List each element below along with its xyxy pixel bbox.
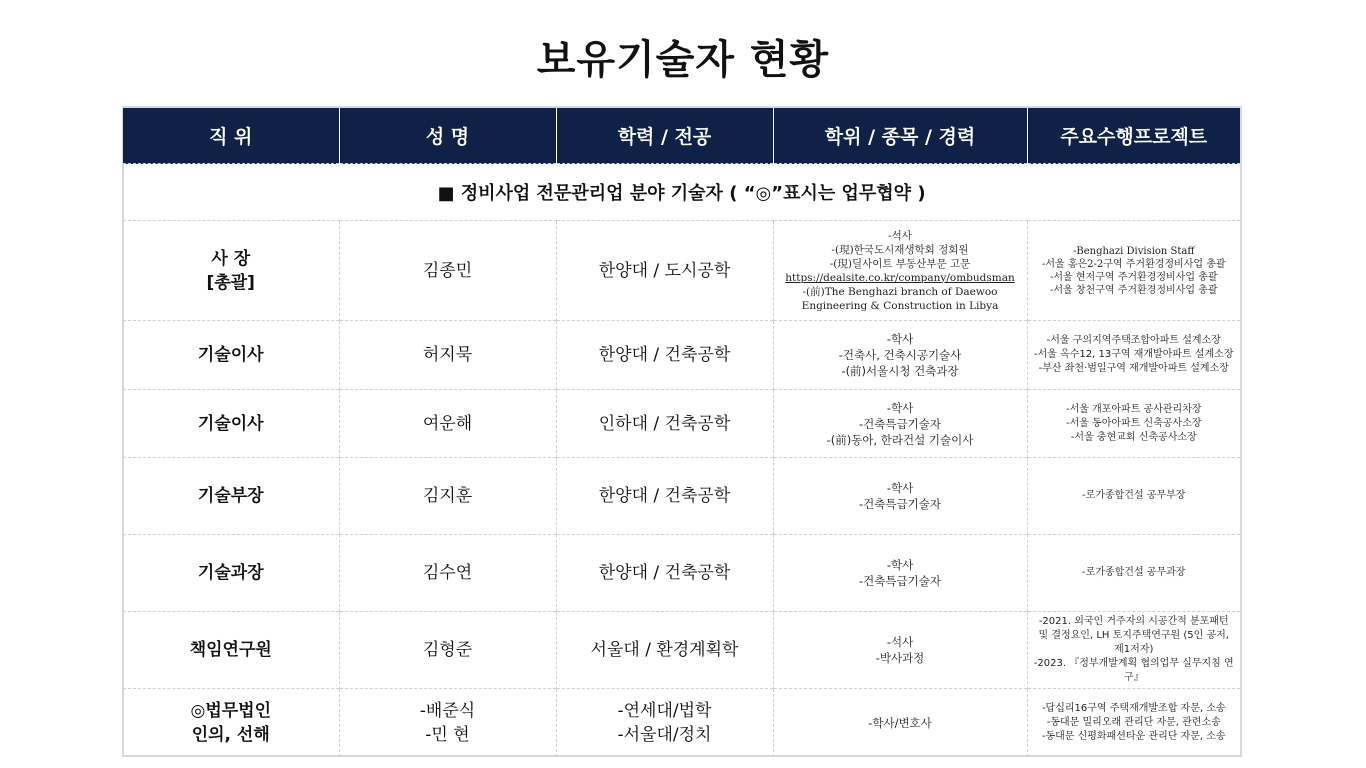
degree-cell [773,458,1027,535]
education-line: 한양대 / 건축공학 [598,345,731,365]
project-line: -서울 현저구역 주거환경정비사업 총괄 [1050,271,1218,283]
education-cell [556,321,773,390]
page-title: 보유기술자 현황 [536,37,830,83]
education-line: -서울대/정치 [617,724,712,745]
header-projects: 주요수행프로젝트 [1027,108,1240,164]
name-line: 여운해 [422,413,473,434]
education-cell [556,689,773,757]
degree-line: -학사 [886,558,914,572]
position-cell [123,535,339,612]
position-line: 책임연구원 [189,640,272,660]
degree-cell [773,221,1027,321]
degree-line: Engineering & Construction in Libya [801,299,999,312]
project-line: -서울 동아아파트 신축공사소장 [1065,417,1202,429]
projects-cell [1027,612,1240,689]
section-row [123,164,1240,221]
header-position: 직 위 [123,108,339,164]
position-cell [123,321,339,390]
degree-line: -박사과정 [875,651,925,665]
table-row [123,321,1240,390]
project-line: -로가종합건설 공무과장 [1082,567,1186,578]
education-line: 서울대 / 환경계획학 [590,640,739,660]
projects-cell [1027,689,1240,757]
education-line: 인하대 / 건축공학 [598,413,731,434]
education-line: -연세대/법학 [617,700,712,721]
project-line: -서울 충현교회 신축공사소장 [1070,431,1197,443]
project-line: -서울 옥수12, 13구역 재개발아파트 설계소장 [1033,349,1234,360]
position-line: 기술이사 [197,345,264,365]
projects-cell [1027,221,1240,321]
project-line: -동대문 신평화패션타운 관리단 자문, 소송 [1041,730,1226,742]
degree-line: -학사 [886,481,914,495]
education-line: 한양대 / 건축공학 [598,563,731,583]
degree-line: -석사 [886,635,914,649]
degree-line: -학사/변호사 [868,715,932,730]
project-line: -서울 구의지역주택조합아파트 설계소장 [1046,335,1221,346]
section-title: ■ 정비사업 전문관리업 분야 기술자 ( “◎”표시는 업무협약 ) [123,164,1240,221]
degree-line: -학사 [886,332,914,346]
degree-line: -(前)The Benghazi branch of Daewoo [802,285,998,298]
project-line: -서울 창천구역 주거환경정비사업 총괄 [1050,284,1218,296]
table-row [123,390,1240,458]
projects-cell [1027,535,1240,612]
table-header-row [123,108,1240,164]
project-line: -2023. 『정부개발계획 협의업무 실무지침 연구』 [1033,658,1234,683]
projects-cell [1027,321,1240,390]
name-cell [339,390,556,458]
position-line: 기술과장 [197,563,264,583]
header-education: 학력 / 전공 [556,108,773,164]
name-line: -민 현 [425,724,470,745]
position-line: 기술이사 [197,413,264,434]
name-cell [339,221,556,321]
degree-line: -(前)동아, 한라건설 기술이사 [826,432,974,447]
position-cell [123,612,339,689]
degree-line: -(前)서울시청 건축과장 [841,364,959,378]
degree-line: -(現)딜사이트 부동산부문 고문 [829,257,971,270]
projects-cell [1027,458,1240,535]
header-name: 성 명 [339,108,556,164]
position-line: [총괄] [206,272,255,293]
project-line: -Benghazi Division Staff [1072,245,1195,257]
education-cell [556,390,773,458]
education-cell [556,221,773,321]
position-cell [123,458,339,535]
project-line: -서울 홍은2-2구역 주거환경정비사업 총괄 [1041,258,1226,270]
name-cell [339,458,556,535]
position-line: 인의, 선해 [191,724,270,745]
position-cell [123,221,339,321]
project-line: -답십리16구역 주택재개발조합 자문, 소송 [1041,702,1226,714]
project-line: -동대문 밀리오래 관리단 자문, 관련소송 [1046,716,1221,728]
degree-line: -건축특급기술자 [859,574,941,588]
projects-cell [1027,390,1240,458]
position-line: ◎법무법인 [190,700,272,721]
degree-cell [773,390,1027,458]
table-row [123,458,1240,535]
name-line: -배준식 [419,700,476,721]
position-line: 사 장 [211,248,251,269]
name-cell [339,321,556,390]
education-cell [556,458,773,535]
position-line: 기술부장 [197,486,264,506]
table-row [123,689,1240,757]
education-line: 한양대 / 도시공학 [598,260,731,281]
name-line: 김형준 [422,640,473,660]
degree-cell [773,689,1027,757]
education-line: 한양대 / 건축공학 [598,486,731,506]
degree-line: -학사 [886,400,914,415]
table-row [123,612,1240,689]
name-cell [339,535,556,612]
education-cell [556,612,773,689]
name-cell [339,612,556,689]
name-line: 김지훈 [422,486,473,506]
position-cell [123,689,339,757]
technicians-table [123,108,1240,757]
degree-line: -(現)한국도시재생학회 정회원 [831,243,969,256]
dealsite-link[interactable]: https://dealsite.co.kr/company/ombudsman [785,271,1015,284]
name-line: 김수연 [422,563,473,583]
name-cell [339,689,556,757]
project-line: -서울 개포아파트 공사관리차장 [1065,403,1202,415]
degree-cell [773,612,1027,689]
project-line: -로가종합건설 공무부장 [1082,490,1186,501]
header-degree: 학위 / 종목 / 경력 [773,108,1027,164]
degree-line: -건축특급기술자 [859,416,941,431]
name-line: 허지묵 [422,345,473,365]
degree-line: -건축사, 건축시공기술사 [838,348,962,362]
position-cell [123,390,339,458]
degree-cell [773,535,1027,612]
degree-cell [773,321,1027,390]
degree-line: -건축특급기술자 [859,497,941,511]
education-cell [556,535,773,612]
project-line: -2021. 외국인 거주자의 시공간적 분포패턴 및 결정요인, LH 토지주택연구원 (5인 공저, 제1저자) [1038,616,1229,655]
degree-line: -석사 [888,229,912,242]
table-row [123,221,1240,321]
name-line: 김종민 [422,260,473,281]
project-line: -부산 좌천·범일구역 재개발아파트 설계소장 [1038,363,1229,374]
table-row [123,535,1240,612]
